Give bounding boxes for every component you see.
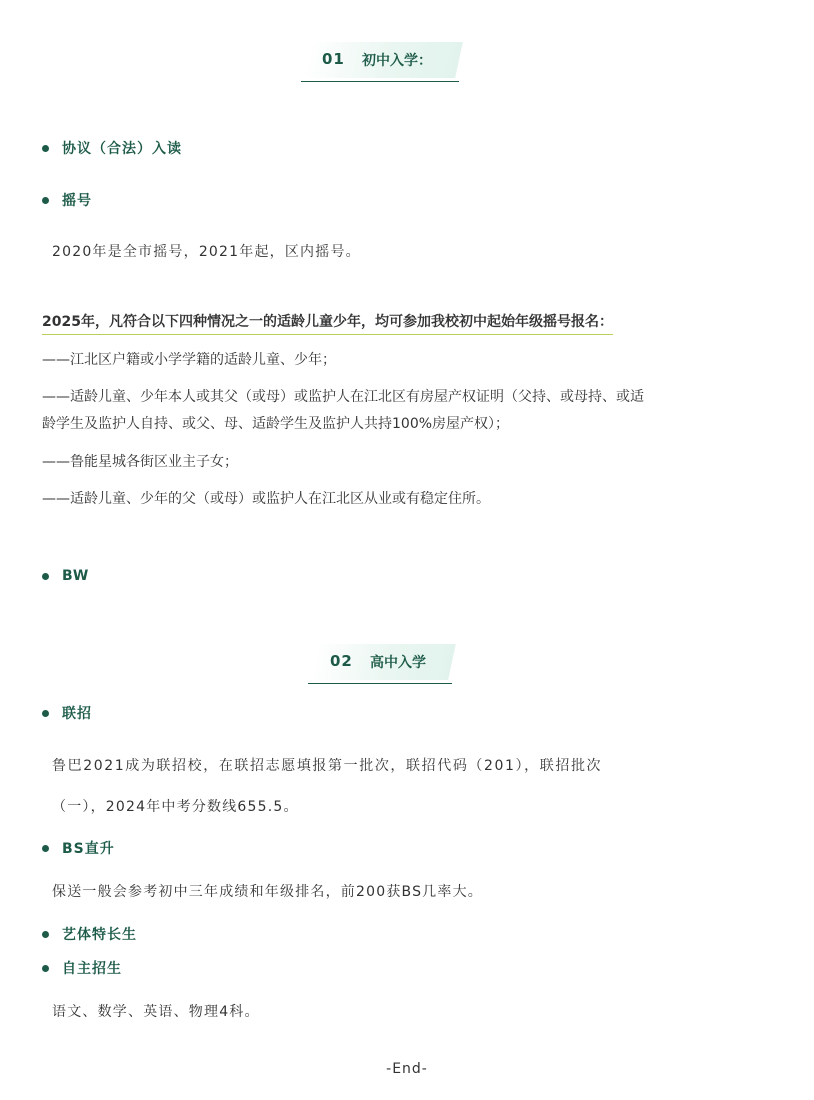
bullet-joint [42,703,92,723]
condition-2-cont: 龄学生及监护人自持、或父、母、适龄学生及监护人共持100%房屋产权）； [42,416,510,432]
joint-text-line1: 鲁巴2021成为联招校，在联招志愿填报第一批次，联招代码（201），联招批次 [52,758,603,774]
bullet-dot-icon [42,573,49,580]
bullet-label: 联招 [62,706,92,722]
bullet-label: 摇号 [62,193,92,209]
section-header-02 [308,644,452,684]
section-underline [301,81,459,82]
bullet-dot-icon [42,931,49,938]
bullet-label: 自主招生 [62,961,122,977]
bullet-dot-icon [42,965,49,972]
bullet-dot-icon [42,845,49,852]
self-text: 语文、数学、英语、物理4科。 [52,1004,260,1020]
section-number: 01 [322,50,345,68]
bullet-dot-icon [42,710,49,717]
bullet-bw [42,566,89,586]
bullet-dot-icon [42,197,49,204]
bullet-label: BS直升 [62,841,115,857]
bullet-dot-icon [42,145,49,152]
bullet-agreement [42,138,182,158]
section-title: 初中入学： [362,53,432,69]
bullet-label: BW [62,568,90,584]
bullet-label: 协议（合法）入读 [62,141,182,157]
condition-2: ——适龄儿童、少年本人或其父（或母）或监护人在江北区有房屋产权证明（父持、或母持、或适 [42,389,644,405]
condition-4: ——适龄儿童、少年的父（或母）或监护人在江北区从业或有稳定住所。 [42,491,490,507]
bullet-self [42,958,122,978]
lottery-text: 2020年是全市摇号，2021年起，区内摇号。 [52,244,361,260]
section-header-01 [301,42,459,82]
end-marker: -End- [386,1061,428,1077]
bullet-bs [42,838,115,858]
condition-1: ——江北区户籍或小学学籍的适龄儿童、少年； [42,352,336,368]
section-title: 高中入学 [370,655,426,671]
bs-text: 保送一般会参考初中三年成绩和年级排名，前200获BS几率大。 [52,884,483,900]
section-number: 02 [330,652,353,670]
bullet-art [42,924,137,944]
bullet-label: 艺体特长生 [62,927,137,943]
eligibility-heading: 2025年，凡符合以下四种情况之一的适龄儿童少年，均可参加我校初中起始年级摇号报名： [42,311,613,335]
condition-3: ——鲁能星城各街区业主子女； [42,454,238,470]
section-underline [308,683,452,684]
bullet-lottery [42,190,92,210]
joint-text-line2: （一），2024年中考分数线655.5。 [52,799,299,815]
